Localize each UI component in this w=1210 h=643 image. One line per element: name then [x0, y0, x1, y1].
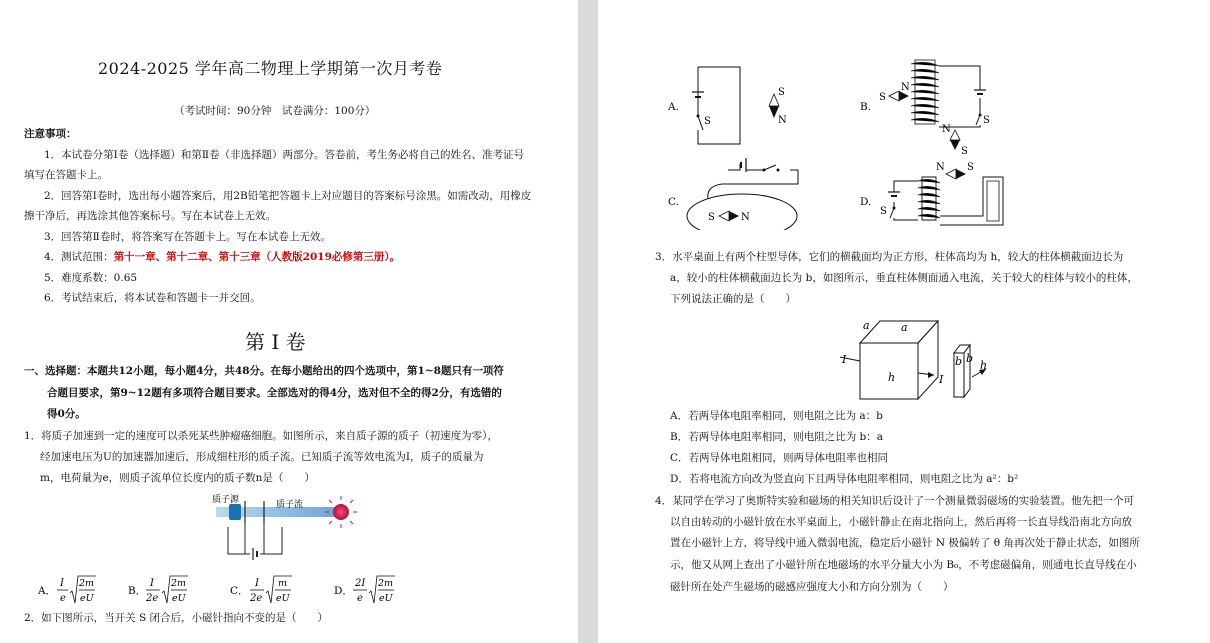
notice-line: 5．难度系数：0.65: [44, 272, 138, 284]
q1-text: m，电荷量为e，则质子流单位长度内的质子数n是（ ）: [40, 472, 315, 484]
svg-text:h: h: [888, 371, 896, 384]
q1-option-c[interactable]: [230, 576, 292, 604]
svg-text:S: S: [967, 162, 974, 173]
exam-title: 2024-2025 学年高二物理上学期第一次月考卷: [98, 59, 443, 78]
svg-text:S: S: [704, 116, 711, 127]
svg-text:I: I: [842, 353, 847, 366]
q2-figures: [598, 50, 1210, 230]
part1-heading: 一、选择题：本题共12小题，每小题4分，共48分。在每小题给出的四个选项中，第1~8题只有一项符: [24, 365, 504, 377]
svg-text:D.: D.: [860, 196, 872, 208]
svg-text:N: N: [936, 162, 945, 173]
notice-scope-label: 4．测试范围：: [44, 251, 114, 263]
part1-heading: 得0分。: [47, 408, 86, 420]
conductor-blocks-figure: [836, 313, 1006, 403]
svg-text:S: S: [880, 206, 887, 217]
svg-text:N: N: [901, 82, 910, 93]
q3-text: 3．水平桌面上有两个柱型导体，它们的横截面均为正方形，柱体高均为 h，较大的柱体横截面边长为: [655, 251, 1124, 263]
notice-line: 1．本试卷分第Ⅰ卷（选择题）和第Ⅱ卷（非选择题）两部分。答卷前，考生务必将自己的姓名、准考证号: [44, 149, 524, 161]
proton-source-label: 质子源: [212, 495, 240, 505]
q2-text: 2．如下图所示，当开关 S 闭合后，小磁针指向不变的是（ ）: [24, 612, 329, 624]
q3-option-c[interactable]: C．若两导体电阻相同，则两导体电阻率也相同: [670, 452, 889, 464]
svg-text:N: N: [741, 212, 750, 223]
q3-option-a[interactable]: A．若两导体电阻率相同，则电阻之比为 a：b: [670, 410, 883, 422]
svg-text:I: I: [150, 578, 154, 589]
q3-option-d[interactable]: D．若将电流方向改为竖直向下且两导体电阻率相同，则电阻之比为 a²：b²: [670, 473, 1019, 485]
q3-option-b[interactable]: B．若两导体电阻率相同，则电阻之比为 b：a: [670, 431, 884, 443]
svg-text:S: S: [708, 212, 715, 223]
svg-text:2m: 2m: [79, 578, 95, 589]
notice-line: [44, 250, 400, 264]
q1-text: 1．将质子加速到一定的速度可以杀死某些肿瘤癌细胞。如图所示，来自质子源的质子（初速度为零），: [24, 430, 498, 442]
exam-page-right: [598, 0, 1210, 643]
section-title: 第 I 卷: [245, 330, 306, 354]
svg-text:B．: B．: [128, 585, 147, 597]
proton-source-block: [229, 504, 241, 520]
q4-text: 置在小磁针上方，将导线中通入微弱电流，稳定后小磁针 N 极偏转了 θ 角再次处于静止状态，如图所: [670, 537, 1140, 549]
part1-heading: 合题目要求，第9~12题有多项符合题目要求。全部选对的得4分，选对但不全的得2分，有选错的: [47, 387, 502, 399]
svg-text:S: S: [778, 87, 785, 98]
q3-text: a，较小的柱体横截面边长为 b，如图所示，垂直柱体侧面通入电流，关于较大的柱体与较小的柱体，: [670, 272, 1138, 284]
svg-text:N: N: [778, 115, 787, 126]
svg-text:A．: A．: [38, 585, 57, 597]
notice-heading: 注意事项：: [24, 128, 77, 140]
svg-text:S: S: [879, 92, 886, 103]
svg-text:2e: 2e: [146, 593, 159, 604]
svg-text:2I: 2I: [355, 578, 366, 589]
svg-text:A.: A.: [668, 101, 679, 113]
q4-text: 4．某同学在学习了奥斯特实验和磁场的相关知识后设计了一个测量微弱磁场的实验装置。他先把一个可: [655, 495, 1135, 507]
svg-text:e: e: [357, 593, 363, 604]
exam-info: （考试时间：90分钟 试卷满分：100分）: [174, 105, 376, 117]
proton-stream-label: 质子流: [276, 500, 304, 510]
svg-text:e: e: [60, 593, 66, 604]
q2-option-a-figure[interactable]: [667, 67, 787, 144]
svg-text:2m: 2m: [171, 578, 187, 589]
svg-text:eU: eU: [80, 593, 94, 604]
page-gap: [578, 0, 598, 643]
q1-options: [36, 573, 416, 609]
svg-text:S: S: [961, 146, 968, 157]
svg-text:a: a: [863, 319, 870, 332]
q3-text: 下列说法正确的是（ ）: [670, 293, 796, 305]
q4-text: 以自由转动的小磁针放在水平桌面上，小磁针静止在南北指向上，然后再将一长直导线沿南北方向放: [670, 516, 1132, 528]
svg-text:I: I: [255, 578, 259, 589]
svg-text:S: S: [983, 115, 990, 126]
notice-line: 擦干净后，再选涂其他答案标号。写在本试卷上无效。: [24, 210, 276, 222]
q2-option-b-figure[interactable]: [860, 60, 990, 157]
notice-line: 填写在答题卡上。: [24, 169, 108, 181]
q1-text: 经加速电压为U的加速器加速后，形成细柱形的质子流。已知质子流等效电流为I，质子的质量为: [40, 451, 484, 463]
q1-option-a[interactable]: [37, 576, 96, 604]
svg-text:N: N: [942, 124, 951, 135]
svg-text:I: I: [60, 578, 64, 589]
q1-option-b[interactable]: [128, 576, 188, 604]
svg-text:eU: eU: [172, 593, 186, 604]
q1-option-d[interactable]: [334, 576, 395, 604]
svg-text:h: h: [980, 359, 988, 372]
q2-option-d-figure[interactable]: [860, 162, 1003, 225]
svg-text:C.: C.: [668, 196, 679, 208]
svg-text:2m: 2m: [378, 578, 394, 589]
q2-option-c-figure[interactable]: [668, 158, 798, 230]
notice-line: 3．回答第Ⅱ卷时，将答案写在答题卡上。写在本试卷上无效。: [44, 231, 331, 243]
svg-text:C．: C．: [230, 585, 249, 597]
svg-text:eU: eU: [379, 593, 393, 604]
svg-text:I: I: [939, 373, 944, 386]
svg-text:b: b: [955, 355, 963, 368]
notice-line: 2．回答第Ⅰ卷时，选出每小题答案后，用2B铅笔把答题卡上对应题目的答案标号涂黑。如需改动，用橡皮: [44, 190, 532, 202]
svg-text:eU: eU: [276, 593, 290, 604]
notice-scope-red: 第十一章、第十二章、第十三章（人教版2019必修第三册）。: [113, 251, 401, 263]
svg-text:a: a: [901, 321, 908, 334]
svg-text:D．: D．: [334, 585, 353, 597]
svg-text:m: m: [278, 578, 288, 589]
proton-accelerator-figure: [198, 490, 363, 568]
q4-text: 示，他又从网上查出了小磁针所在地磁场的水平分量大小为 B₀，不考虑磁偏角，则通电长直导线在小: [670, 559, 1137, 571]
svg-text:b: b: [966, 352, 974, 365]
q4-text: 磁针所在处产生磁场的磁感应强度大小和方向分别为（ ）: [670, 581, 954, 593]
svg-text:B.: B.: [860, 101, 872, 113]
notice-line: 6．考试结束后，将本试卷和答题卡一并交回。: [44, 292, 261, 304]
svg-text:2e: 2e: [250, 593, 263, 604]
exam-page-left: [0, 0, 578, 643]
